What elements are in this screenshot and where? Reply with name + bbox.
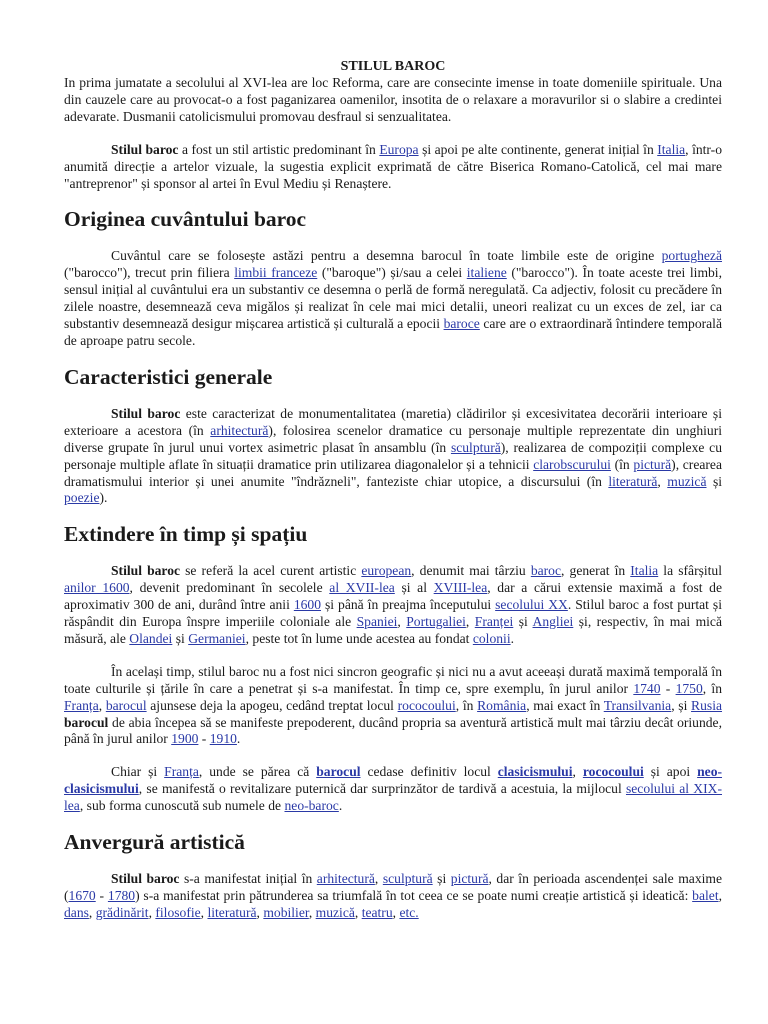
link-xvii[interactable]: al XVII-lea xyxy=(329,580,395,596)
link-clarobscurului[interactable]: clarobscurului xyxy=(533,456,611,472)
bold-term: Stilul baroc xyxy=(111,405,181,421)
extension-paragraph-1: Stilul baroc se referă la acel curent artistic european, denumit mai târziu baroc, generat în Italia la sfârșitul anilor 1600, devenit predominant în secolele al XVII-lea și al XVIII-lea, dar a cărui extensie maximă a fost de aproximativ 300 de ani, durând între anii 1600 și până în preajma începutului secolului XX. Stilul baroc a fost purtat și răspândit din Europa înspre imperiile coloniale ale Spaniei, Portugaliei, Franței și Angliei și, respectiv, în mai mică măsură, ale Olandei și Germaniei, peste tot în lume unde acestea au fondat colonii. xyxy=(64,563,723,646)
origin-paragraph: Cuvântul care se folosește astăzi pentru a desemna barocul în toate limbile este de origine portugheză ("barocco"), trecut prin filiera limbii franceze ("baroque") și/sau a celei italiene ("barocco"). În toate aceste trei limbi, sensul inițial al cuvântului era un substantiv ce desemna o perlă de formă neregulată. Ca adjectiv, folosit cu precădere în zilele noastre, desemnează ceva migălos și realizat în cele mai mici detalii, uneori realizat cu un exces de zel, iar ca substantiv desemnează desigur mișcarea artistică și culturală a epocii baroce care are o extraordinară întindere temporală de aproape patru secole. xyxy=(64,248,722,348)
link-literatura[interactable]: literatură xyxy=(207,904,257,920)
link-baroc[interactable]: baroc xyxy=(530,563,562,579)
link-arhitectura[interactable]: arhitectură xyxy=(316,871,375,887)
link-transilvania[interactable]: Transilvania xyxy=(603,697,672,713)
bold-term: Stilul baroc xyxy=(111,141,179,157)
heading-scope: Anvergură artistică xyxy=(64,830,245,855)
link-xviii[interactable]: XVIII-lea xyxy=(433,580,488,596)
link-1900[interactable]: 1900 xyxy=(171,731,199,747)
link-clasicismului[interactable]: clasicismului xyxy=(497,764,573,780)
bold-term: barocul xyxy=(64,714,109,730)
characteristics-paragraph: Stilul baroc este caracterizat de monumentalitatea (maretia) clădirilor și excesivitatea decorării interioare și exterioare a acestora (în arhitectură), folosirea scenelor dramatice cu personaje multiple reprezentate din unghiuri diverse grupate în jurul unui vortex asimetric plasat în ansamblu (în sculptură), realizarea de compoziții complexe cu personaje multiple aflate în situații dramatice prin utilizarea diagonalelor și a tehnicii clarobscurului (în pictură), crearea dramatismului interior și unei anumite "îndrăzneli", fanteziste chiar utopice, a discursului (în literatură, muzică și poezie). xyxy=(64,405,723,506)
link-italia[interactable]: Italia xyxy=(657,141,686,157)
link-rococoului[interactable]: rococoului xyxy=(397,697,456,713)
link-muzica[interactable]: muzică xyxy=(315,904,355,920)
link-secolului-xx[interactable]: secolului XX xyxy=(495,597,568,613)
link-franta[interactable]: Franța xyxy=(164,764,199,780)
scope-paragraph: Stilul baroc s-a manifestat inițial în arhitectură, sculptură și pictură, dar în perioada ascendenței sale maxime (1670 - 1780) s-a manifestat prin pătrunderea sa triumfală în tot ceea ce se poate numi creație artistică și ideatică: balet, dans, grădinărit, filosofie, literatură, mobilier, muzică, teatru, etc. xyxy=(64,871,723,920)
link-colonii[interactable]: colonii xyxy=(472,630,511,646)
link-baroce[interactable]: baroce xyxy=(443,316,480,332)
link-1740[interactable]: 1740 xyxy=(633,680,661,696)
link-spaniei[interactable]: Spaniei xyxy=(356,614,398,630)
link-barocul-bold[interactable]: barocul xyxy=(316,764,361,780)
link-olandei[interactable]: Olandei xyxy=(129,630,173,646)
link-rusia[interactable]: Rusia xyxy=(691,697,723,713)
link-anilor-1600[interactable]: anilor 1600 xyxy=(64,580,130,596)
link-pictura[interactable]: pictură xyxy=(633,456,672,472)
link-pictura[interactable]: pictură xyxy=(450,871,489,887)
link-mobilier[interactable]: mobilier xyxy=(263,904,309,920)
heading-characteristics: Caracteristici generale xyxy=(64,364,273,389)
link-germaniei[interactable]: Germaniei xyxy=(188,630,246,646)
link-1910[interactable]: 1910 xyxy=(209,731,237,747)
link-europa[interactable]: Europa xyxy=(379,141,419,157)
link-italiene[interactable]: italiene xyxy=(466,265,507,281)
definition-paragraph: Stilul baroc a fost un stil artistic predominant în Europa și apoi pe alte continente, generat inițial în Italia, într-o anumită direcție a artelor vizuale, la sugestia explicit exprimată de către Biserica Romano-Catolică, cel mai mare "antreprenor" și sponsor al artei în Evul Mediu și Renaștere. xyxy=(64,141,722,191)
link-barocul[interactable]: barocul xyxy=(105,697,147,713)
intro-paragraph: In prima jumatate a secolului al XVI-lea are loc Reforma, care are consecinte imense in toate domeniile spirituale. Una din cauzele care au provocat-o a fost paganizarea oamenilor, insotita de o relaxare a moravurilor si o slabire a credintei adevarate. Dusmanii catolicismului promovau desfraul si senzualitatea. xyxy=(64,75,722,124)
heading-extension: Extindere în timp și spațiu xyxy=(64,522,308,547)
link-arhitectura[interactable]: arhitectură xyxy=(210,422,269,438)
link-angliei[interactable]: Angliei xyxy=(532,614,574,630)
link-etc[interactable]: etc. xyxy=(399,904,419,920)
link-neo-clasicismului[interactable]: neo-clasicismului xyxy=(64,764,723,797)
link-neo-baroc[interactable]: neo-baroc xyxy=(284,798,339,814)
link-portugaliei[interactable]: Portugaliei xyxy=(406,614,466,630)
link-rococoului-bold[interactable]: rococoului xyxy=(582,764,644,780)
bold-term: Stilul baroc xyxy=(111,871,180,887)
link-1670[interactable]: 1670 xyxy=(68,888,96,903)
link-1780[interactable]: 1780 xyxy=(107,888,136,903)
link-portugheza[interactable]: portugheză xyxy=(661,248,722,264)
document-title: STILUL BAROC xyxy=(340,59,446,74)
link-balet[interactable]: balet xyxy=(692,888,719,903)
link-european[interactable]: european xyxy=(361,563,412,579)
link-dans[interactable]: dans xyxy=(64,904,89,920)
extension-paragraph-2: În același timp, stilul baroc nu a fost nici sincron geografic și nici nu a avut aceeași durată maximă temporală în toate culturile și țările în care a penetrat și s-a manifestat. În timp ce, spre exemplu, în jurul anilor 1740 - 1750, în Franța, barocul ajunsese deja la apogeu, cedând treptat locul rococoului, în România, mai exact în Transilvania, și Rusia barocul de abia începea să se manifeste prepoderent, ducând propria sa aventură artistică mult mai târziu decât oriunde, până în jurul anilor 1900 - 1910. xyxy=(64,663,723,747)
link-limbii-franceze[interactable]: limbii franceze xyxy=(234,265,318,281)
link-romania[interactable]: România xyxy=(477,697,527,713)
bold-term: Stilul baroc xyxy=(111,563,181,579)
link-sculptura[interactable]: sculptură xyxy=(382,871,433,887)
link-poezie[interactable]: poezie xyxy=(64,490,100,506)
link-filosofie[interactable]: filosofie xyxy=(155,904,201,920)
heading-origin: Originea cuvântului baroc xyxy=(64,207,307,232)
link-italia[interactable]: Italia xyxy=(630,563,659,579)
link-1750[interactable]: 1750 xyxy=(675,680,703,696)
link-1600[interactable]: 1600 xyxy=(293,597,322,613)
link-frantei[interactable]: Franței xyxy=(474,614,514,630)
extension-paragraph-3: Chiar și Franța, unde se părea că barocul cedase definitiv locul clasicismului, rococoului și apoi neo-clasicismului, se manifestă o revitalizare puternică dar surprinzător de tardivă a acestuia, la mijlocul secolului al XIX-lea, sub forma cunoscută sub numele de neo-baroc. xyxy=(64,764,723,814)
link-sculptura[interactable]: sculptură xyxy=(450,439,501,455)
link-literatura[interactable]: literatură xyxy=(608,473,658,489)
link-muzica[interactable]: muzică xyxy=(667,473,707,489)
link-secolului-xix[interactable]: secolului al XIX-lea xyxy=(64,781,722,814)
link-teatru[interactable]: teatru xyxy=(361,904,393,920)
link-franta[interactable]: Franța xyxy=(64,697,99,713)
link-gradinarit[interactable]: grădinărit xyxy=(95,904,149,920)
